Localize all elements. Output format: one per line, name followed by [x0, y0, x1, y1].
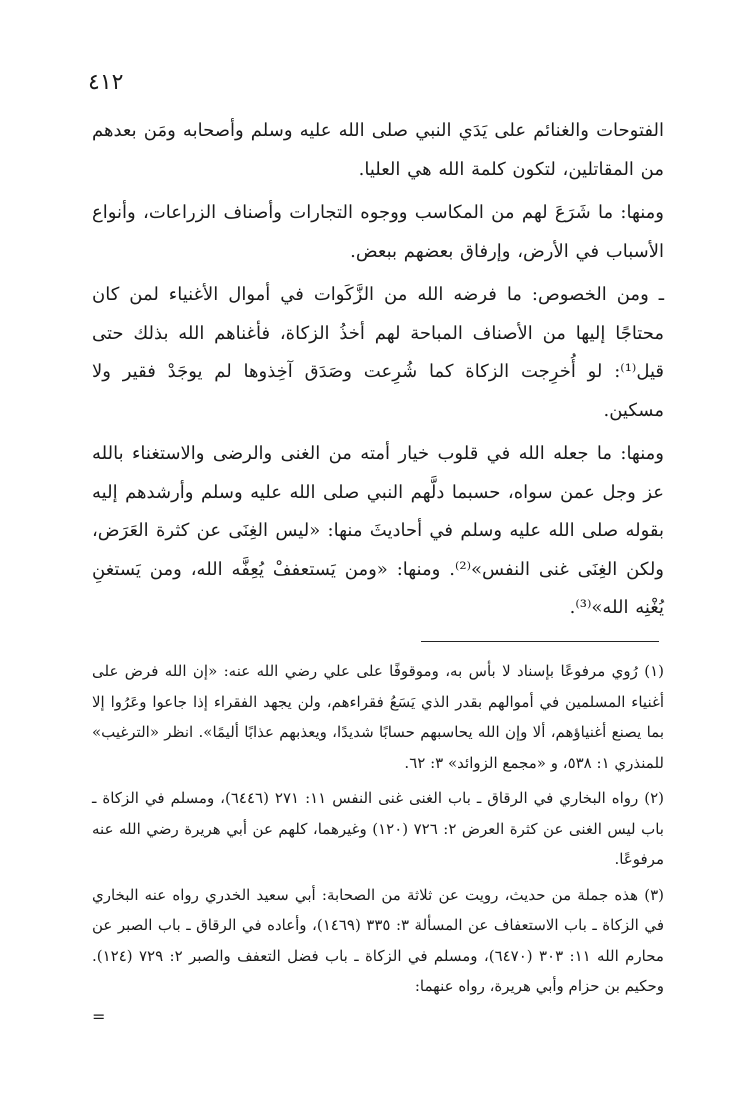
footnote: (٣) هذه جملة من حديث، رويت عن ثلاثة من الصحابة: أبي سعيد الخدري رواه عنه البخاري في الزكاة ـ باب الاستعفاف عن المسألة ٣: ٣٣٥ (١٤٦٩)، وأعاده في الرقاق ـ باب الصبر عن محارم الله ١١: ٣٠٣ (٦٤٧٠)، ومسلم في الزكاة ـ باب فضل التعفف والصبر ٢: ٧٢٩ (١٢٤). وحكيم بن حزام وأبي هريرة، رواه عنهما:: [92, 885, 664, 995]
footnotes: [92, 656, 664, 1027]
body-paragraph: ـ ومن الخصوص: ما فرضه الله من الزَّكَوات في أموال الأغنياء لمن كان محتاجًا إليها من الأصناف المباحة لهم أخذُ الزكاة، فأغناهم الله بذلك حتى قيل⁽¹⁾: لو أُخرِجت الزكاة كما شُرِعت وصَدَق آخِذوها لم يوجَدْ فقير ولا مسكين.: [92, 284, 664, 421]
page-number: ٤١٢: [88, 70, 124, 95]
footnote-divider: [421, 641, 659, 642]
continuation-mark: =: [92, 1006, 106, 1026]
body-paragraph: ومنها: ما جعله الله في قلوب خيار أمته من الغنى والرضى والاستغناء بالله عز وجل عمن سواه، حسبما دلَّهم النبي صلى الله عليه وسلم وأرشدهم إليه بقوله صلى الله عليه وسلم في أحاديثَ منها: «ليس الغِنَى عن كثرة العَرَض، ولكن الغِنَى غنى النفس»⁽²⁾. ومنها: «ومن يَستعففْ يُعِفَّه الله، ومن يَستغنِ يُغْنِه الله»⁽³⁾.: [92, 443, 664, 618]
footnote: (٢) رواه البخاري في الرقاق ـ باب الغنى غنى النفس ١١: ٢٧١ (٦٤٤٦)، ومسلم في الزكاة ـ باب ليس الغنى عن كثرة العرض ٢: ٧٢٦ (١٢٠) وغيرهما، كلهم عن أبي هريرة رضي الله عنه مرفوعًا.: [92, 789, 664, 868]
body-paragraph: ومنها: ما شَرَعَ لهم من المكاسب ووجوه التجارات وأصناف الزراعات، وأنواع الأسباب في الأرض، وإرفاق بعضهم ببعض.: [92, 202, 665, 262]
body-paragraph: الفتوحات والغنائم على يَدَي النبي صلى الله عليه وسلم وأصحابه ومَن بعدهم من المقاتلين، لتكون كلمة الله هي العليا.: [92, 120, 664, 180]
footnote: (١) رُوي مرفوعًا بإسناد لا بأس به، وموقوفًا على علي رضي الله عنه: «إن الله فرض على أغنياء المسلمين في أموالهم بقدر الذي يَسَعُ فقراءهم، ولن يجهد الفقراء إذا جاعوا وعَرُوا إلا بما يصنع أغنياؤهم، ألا وإن الله يحاسبهم حسابًا شديدًا، ويعذبهم عذابًا أليمًا». انظر «الترغيب» للمنذري ١: ٥٣٨، و «مجمع الزوائد» ٣: ٦٢.: [92, 662, 664, 772]
main-text: [92, 112, 664, 633]
